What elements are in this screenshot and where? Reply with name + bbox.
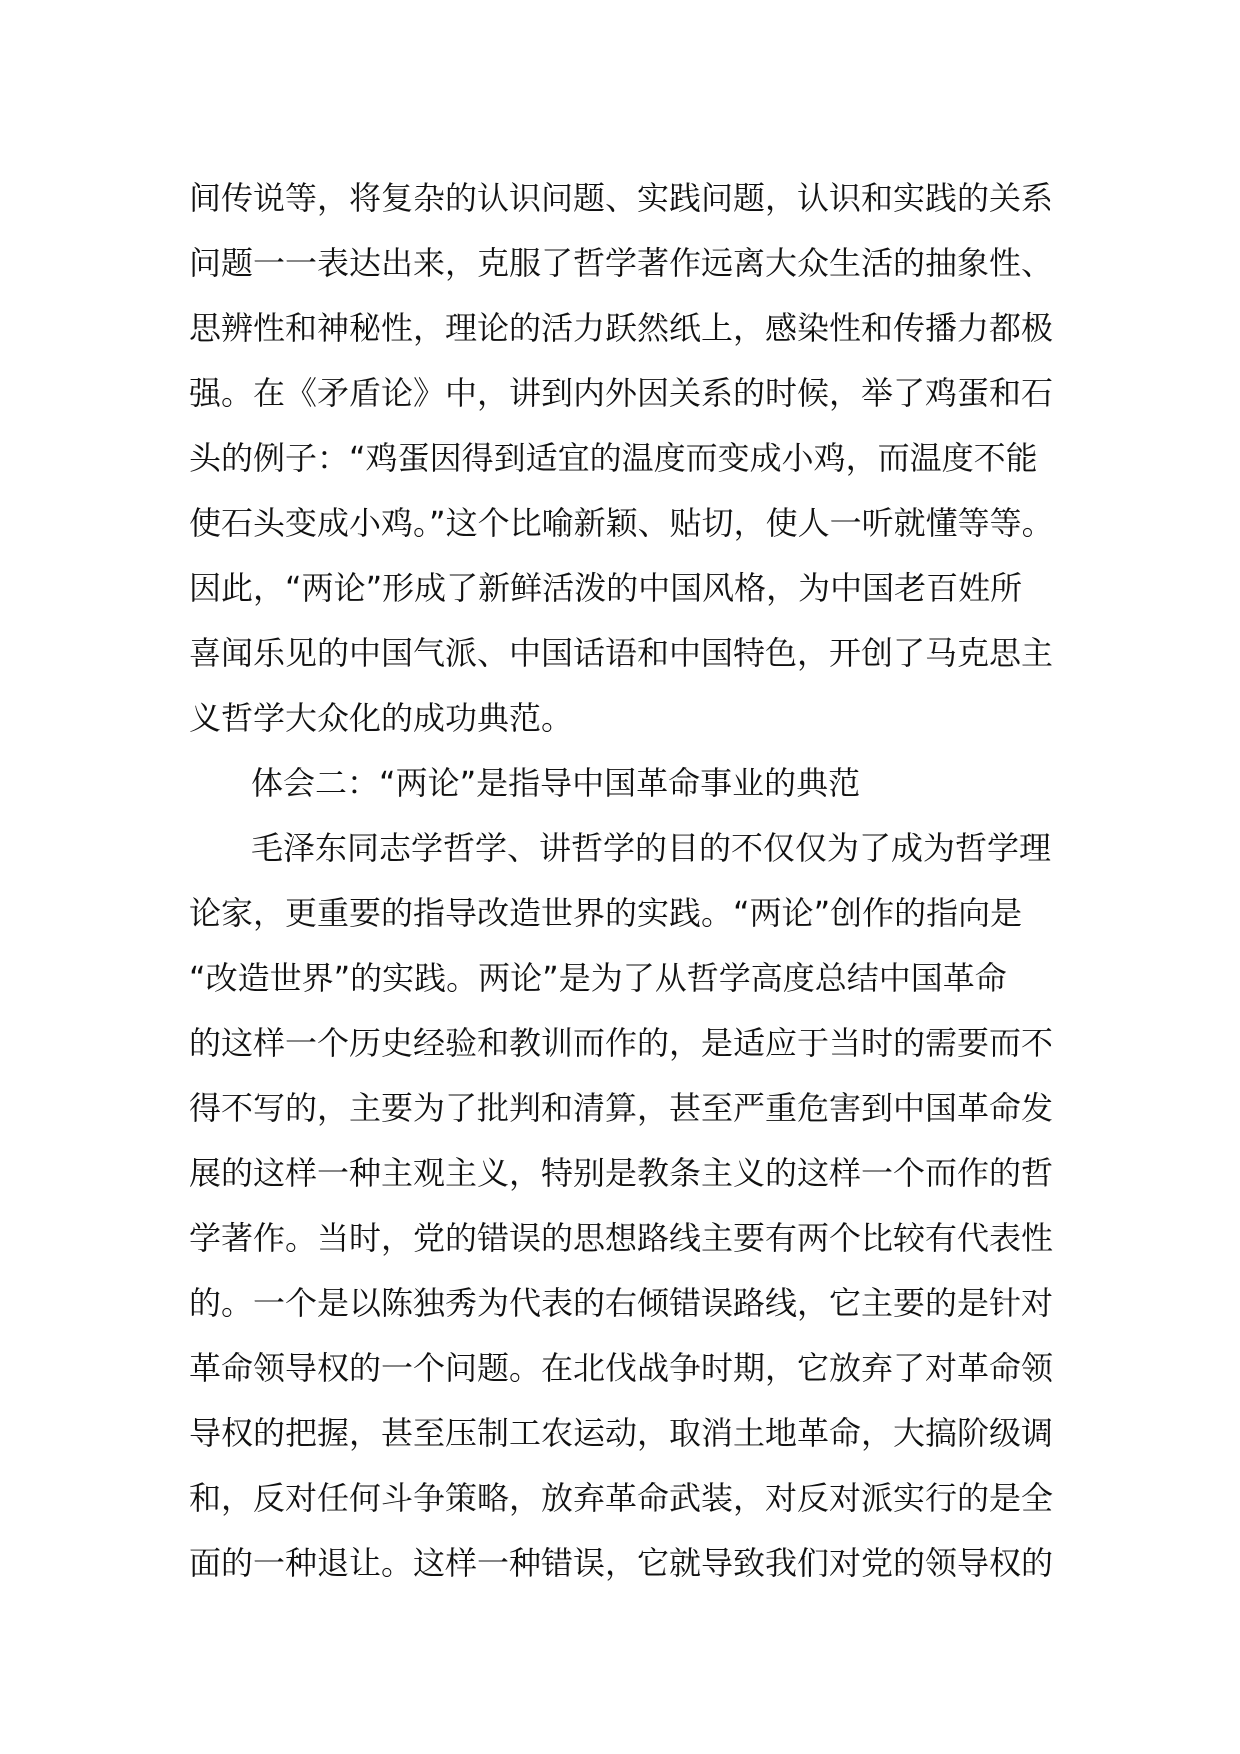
text-line: 面的一种退让。这样一种错误，它就导致我们对党的领导权的 (189, 1544, 1054, 1582)
text-line: 头的例子：“鸡蛋因得到适宜的温度而变成小鸡，而温度不能 (189, 439, 1038, 477)
text-line: 间传说等，将复杂的认识问题、实践问题，认识和实践的关系 (189, 179, 1054, 217)
text-line: 学著作。当时，党的错误的思想路线主要有两个比较有代表性 (189, 1219, 1054, 1257)
text-line: 喜闻乐见的中国气派、中国话语和中国特色，开创了马克思主 (189, 634, 1054, 672)
text-line: 和，反对任何斗争策略，放弃革命武装，对反对派实行的是全 (189, 1479, 1054, 1517)
text-line: “改造世界”的实践。两论”是为了从哲学高度总结中国革命 (189, 959, 1007, 997)
text-line: 的这样一个历史经验和教训而作的，是适应于当时的需要而不 (189, 1024, 1054, 1062)
text-line: 使石头变成小鸡。”这个比喻新颖、贴切，使人一听就懂等等。 (189, 504, 1054, 542)
text-line: 得不写的，主要为了批判和清算，甚至严重危害到中国革命发 (189, 1089, 1054, 1127)
text-line: 革命领导权的一个问题。在北伐战争时期，它放弃了对革命领 (189, 1349, 1054, 1387)
text-line: 义哲学大众化的成功典范。 (189, 699, 574, 737)
text-line: 问题一一表达出来，克服了哲学著作远离大众生活的抽象性、 (189, 244, 1054, 282)
text-line: 导权的把握，甚至压制工农运动，取消土地革命，大搞阶级调 (189, 1414, 1054, 1452)
text-line: 因此，“两论”形成了新鲜活泼的中国风格，为中国老百姓所 (189, 569, 1023, 607)
text-line: 论家，更重要的指导改造世界的实践。“两论”创作的指向是 (189, 894, 1023, 932)
body-text (189, 166, 1089, 1596)
section-heading: 体会二：“两论”是指导中国革命事业的典范 (251, 764, 861, 802)
text-line: 毛泽东同志学哲学、讲哲学的目的不仅仅为了成为哲学理 (251, 829, 1052, 867)
text-line: 思辨性和神秘性，理论的活力跃然纸上，感染性和传播力都极 (189, 309, 1054, 347)
text-line: 展的这样一种主观主义，特别是教条主义的这样一个而作的哲 (189, 1154, 1054, 1192)
text-line: 强。在《矛盾论》中，讲到内外因关系的时候，举了鸡蛋和石 (189, 374, 1054, 412)
text-line: 的。一个是以陈独秀为代表的右倾错误路线，它主要的是针对 (189, 1284, 1054, 1322)
